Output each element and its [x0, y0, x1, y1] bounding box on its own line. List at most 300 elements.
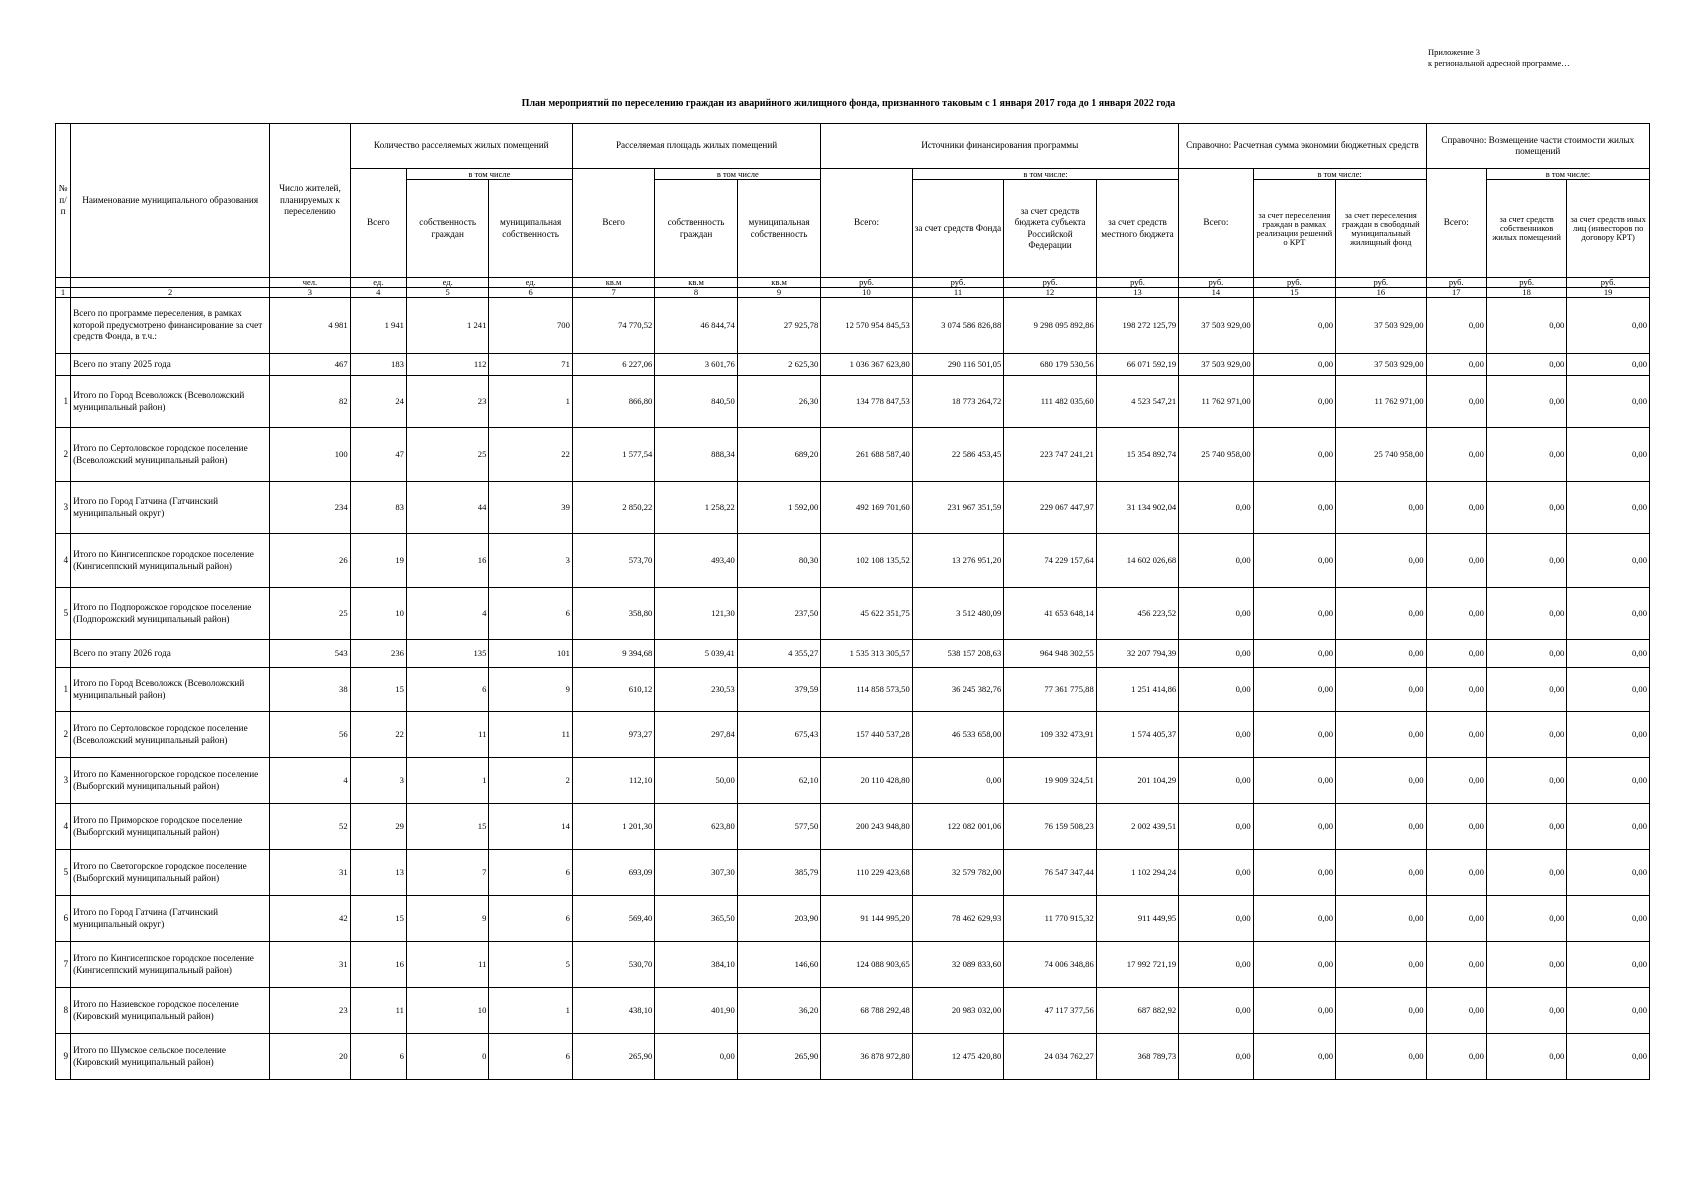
header-no: № п/п	[56, 124, 71, 278]
value-cell: 693,09	[572, 850, 654, 896]
column-number-cell: 3	[270, 288, 350, 298]
value-cell: 573,70	[572, 534, 654, 588]
value-cell: 0,00	[1336, 988, 1427, 1034]
row-number: 1	[56, 668, 71, 712]
value-cell: 74 006 348,86	[1004, 942, 1097, 988]
value-cell: 46 533 658,00	[912, 712, 1004, 758]
unit-cell: руб.	[821, 278, 913, 288]
header-fin-local: за счет средств местного бюджета	[1096, 180, 1178, 278]
value-cell: 0,00	[1486, 354, 1566, 376]
table-row	[56, 804, 1650, 850]
value-cell: 4	[270, 758, 350, 804]
row-number: 8	[56, 988, 71, 1034]
table-row	[56, 588, 1650, 640]
header-fin-fund: за счет средств Фонда	[912, 180, 1004, 278]
value-cell: 700	[489, 298, 572, 354]
municipality-name: Всего по этапу 2025 года	[71, 354, 270, 376]
value-cell: 91 144 995,20	[821, 896, 913, 942]
value-cell: 0,00	[1336, 896, 1427, 942]
value-cell: 71	[489, 354, 572, 376]
municipality-name: Итого по Кингисеппское городское поселение (Кингисеппский муниципальный район)	[71, 942, 270, 988]
value-cell: 10	[406, 988, 488, 1034]
value-cell: 0,00	[1426, 712, 1486, 758]
value-cell: 1 251 414,86	[1096, 668, 1178, 712]
value-cell: 37 503 929,00	[1179, 298, 1253, 354]
value-cell: 0,00	[1567, 942, 1650, 988]
table-row	[56, 942, 1650, 988]
column-number-cell: 15	[1253, 288, 1335, 298]
header-econ-incl: в том числе:	[1253, 169, 1426, 180]
municipality-name: Итого по Город Всеволожск (Всеволожский муниципальный район)	[71, 376, 270, 428]
value-cell: 0,00	[1567, 850, 1650, 896]
header-econ-krt: за счет переселения граждан в рамках реализации решений о КРТ	[1253, 180, 1335, 278]
header-comp-owners: за счет средств собственников жилых помещений	[1486, 180, 1566, 278]
value-cell: 134 778 847,53	[821, 376, 913, 428]
value-cell: 0,00	[1179, 668, 1253, 712]
value-cell: 1 577,54	[572, 428, 654, 482]
value-cell: 27 925,78	[737, 298, 820, 354]
row-number	[56, 298, 71, 354]
value-cell: 0,00	[1253, 668, 1335, 712]
value-cell: 157 440 537,28	[821, 712, 913, 758]
value-cell: 36 878 972,80	[821, 1034, 913, 1080]
value-cell: 3 512 480,09	[912, 588, 1004, 640]
value-cell: 0,00	[1426, 804, 1486, 850]
table-row	[56, 896, 1650, 942]
value-cell: 234	[270, 482, 350, 534]
value-cell: 0,00	[1486, 1034, 1566, 1080]
table-row	[56, 668, 1650, 712]
value-cell: 11	[406, 942, 488, 988]
row-number: 6	[56, 896, 71, 942]
value-cell: 11	[406, 712, 488, 758]
value-cell: 6 227,06	[572, 354, 654, 376]
column-number-cell: 11	[912, 288, 1004, 298]
value-cell: 0,00	[1336, 534, 1427, 588]
value-cell: 37 503 929,00	[1336, 298, 1427, 354]
value-cell: 110 229 423,68	[821, 850, 913, 896]
unit-cell: руб.	[1179, 278, 1253, 288]
value-cell: 0,00	[1486, 640, 1566, 668]
value-cell: 866,80	[572, 376, 654, 428]
value-cell: 0,00	[1179, 850, 1253, 896]
value-cell: 3 074 586 826,88	[912, 298, 1004, 354]
value-cell: 44	[406, 482, 488, 534]
document-title: План мероприятий по переселению граждан из аварийного жилищного фонда, признанного таковым с 1 января 2017 года до 1 января 2022 года	[521, 98, 1176, 109]
unit-cell: ед.	[350, 278, 406, 288]
municipality-name: Итого по Кингисеппское городское поселение (Кингисеппский муниципальный район)	[71, 534, 270, 588]
value-cell: 23	[406, 376, 488, 428]
value-cell: 32 089 833,60	[912, 942, 1004, 988]
unit-cell: кв.м	[737, 278, 820, 288]
value-cell: 231 967 351,59	[912, 482, 1004, 534]
value-cell: 74 770,52	[572, 298, 654, 354]
value-cell: 0,00	[1336, 588, 1427, 640]
header-group-financing: Источники финансирования программы	[821, 124, 1179, 169]
header-econ-total: Всего:	[1179, 169, 1253, 278]
value-cell: 11 762 971,00	[1179, 376, 1253, 428]
value-cell: 0,00	[1336, 640, 1427, 668]
value-cell: 0,00	[1567, 354, 1650, 376]
value-cell: 680 179 530,56	[1004, 354, 1097, 376]
value-cell: 112,10	[572, 758, 654, 804]
column-number-cell: 6	[489, 288, 572, 298]
table-body	[56, 298, 1650, 1080]
value-cell: 1 241	[406, 298, 488, 354]
municipality-name: Итого по Сертоловское городское поселение (Всеволожский муниципальный район)	[71, 428, 270, 482]
value-cell: 146,60	[737, 942, 820, 988]
value-cell: 26	[270, 534, 350, 588]
value-cell: 0,00	[1567, 804, 1650, 850]
value-cell: 1	[489, 376, 572, 428]
value-cell: 22	[350, 712, 406, 758]
value-cell: 840,50	[655, 376, 737, 428]
value-cell: 16	[350, 942, 406, 988]
value-cell: 100	[270, 428, 350, 482]
header-comp-investors: за счет средств иных лиц (инвесторов по договору КРТ)	[1567, 180, 1650, 278]
value-cell: 0,00	[1567, 712, 1650, 758]
value-cell: 0	[406, 1034, 488, 1080]
value-cell: 83	[350, 482, 406, 534]
value-cell: 13 276 951,20	[912, 534, 1004, 588]
row-number: 1	[56, 376, 71, 428]
value-cell: 26,30	[737, 376, 820, 428]
value-cell: 379,59	[737, 668, 820, 712]
value-cell: 492 169 701,60	[821, 482, 913, 534]
value-cell: 623,80	[655, 804, 737, 850]
value-cell: 0,00	[1253, 354, 1335, 376]
header-comp-total: Всего:	[1426, 169, 1486, 278]
value-cell: 4 355,27	[737, 640, 820, 668]
value-cell: 0,00	[1567, 534, 1650, 588]
value-cell: 229 067 447,97	[1004, 482, 1097, 534]
value-cell: 1 036 367 623,80	[821, 354, 913, 376]
value-cell: 1 535 313 305,57	[821, 640, 913, 668]
value-cell: 1 592,00	[737, 482, 820, 534]
value-cell: 4	[406, 588, 488, 640]
header-group-economy: Справочно: Расчетная сумма экономии бюджетных средств	[1179, 124, 1426, 169]
value-cell: 493,40	[655, 534, 737, 588]
column-number-cell: 19	[1567, 288, 1650, 298]
row-number: 7	[56, 942, 71, 988]
row-number: 5	[56, 588, 71, 640]
value-cell: 135	[406, 640, 488, 668]
unit-cell: руб.	[1253, 278, 1335, 288]
value-cell: 2 625,30	[737, 354, 820, 376]
value-cell: 25	[270, 588, 350, 640]
value-cell: 78 462 629,93	[912, 896, 1004, 942]
municipality-name: Итого по Приморское городское поселение (Выборгский муниципальный район)	[71, 804, 270, 850]
value-cell: 80,30	[737, 534, 820, 588]
value-cell: 384,10	[655, 942, 737, 988]
value-cell: 265,90	[572, 1034, 654, 1080]
value-cell: 25	[406, 428, 488, 482]
value-cell: 36,20	[737, 988, 820, 1034]
unit-cell: ед.	[489, 278, 572, 288]
value-cell: 14	[489, 804, 572, 850]
row-number: 5	[56, 850, 71, 896]
table-row	[56, 712, 1650, 758]
value-cell: 5 039,41	[655, 640, 737, 668]
municipality-name: Всего по программе переселения, в рамках которой предусмотрено финансирование за счет средств Фонда, в т.ч.:	[71, 298, 270, 354]
value-cell: 6	[350, 1034, 406, 1080]
value-cell: 1	[489, 988, 572, 1034]
value-cell: 973,27	[572, 712, 654, 758]
value-cell: 307,30	[655, 850, 737, 896]
table-row	[56, 534, 1650, 588]
value-cell: 9 394,68	[572, 640, 654, 668]
column-number-cell: 18	[1486, 288, 1566, 298]
unit-cell: руб.	[1486, 278, 1566, 288]
table-row	[56, 988, 1650, 1034]
column-number-cell: 14	[1179, 288, 1253, 298]
value-cell: 0,00	[1567, 668, 1650, 712]
table-row	[56, 640, 1650, 668]
value-cell: 11 770 915,32	[1004, 896, 1097, 942]
value-cell: 29	[350, 804, 406, 850]
table-row	[56, 1034, 1650, 1080]
value-cell: 0,00	[1253, 428, 1335, 482]
value-cell: 0,00	[1567, 428, 1650, 482]
unit-cell: чел.	[270, 278, 350, 288]
value-cell: 297,84	[655, 712, 737, 758]
value-cell: 0,00	[1486, 668, 1566, 712]
value-cell: 16	[406, 534, 488, 588]
value-cell: 15	[350, 896, 406, 942]
value-cell: 0,00	[1567, 640, 1650, 668]
value-cell: 0,00	[1426, 482, 1486, 534]
header-econ-free-fund: за счет переселения граждан в свободный муниципальный жилищный фонд	[1336, 180, 1427, 278]
municipality-name: Итого по Город Всеволожск (Всеволожский муниципальный район)	[71, 668, 270, 712]
value-cell: 7	[406, 850, 488, 896]
value-cell: 39	[489, 482, 572, 534]
row-number: 2	[56, 712, 71, 758]
value-cell: 456 223,52	[1096, 588, 1178, 640]
value-cell: 577,50	[737, 804, 820, 850]
value-cell: 964 948 302,55	[1004, 640, 1097, 668]
column-number-cell: 1	[56, 288, 71, 298]
value-cell: 32 207 794,39	[1096, 640, 1178, 668]
value-cell: 888,34	[655, 428, 737, 482]
unit-cell: ед.	[406, 278, 488, 288]
column-number-cell: 12	[1004, 288, 1097, 298]
value-cell: 0,00	[1426, 376, 1486, 428]
value-cell: 6	[406, 668, 488, 712]
value-cell: 223 747 241,21	[1004, 428, 1097, 482]
value-cell: 538 157 208,63	[912, 640, 1004, 668]
header-count-own: собственность граждан	[406, 180, 488, 278]
value-cell: 20	[270, 1034, 350, 1080]
appendix-line-2: к региональной адресной программе…	[1428, 58, 1570, 68]
value-cell: 24 034 762,27	[1004, 1034, 1097, 1080]
value-cell: 9 298 095 892,86	[1004, 298, 1097, 354]
column-number-cell: 10	[821, 288, 913, 298]
value-cell: 22	[489, 428, 572, 482]
value-cell: 1 102 294,24	[1096, 850, 1178, 896]
value-cell: 15	[406, 804, 488, 850]
value-cell: 261 688 587,40	[821, 428, 913, 482]
value-cell: 401,90	[655, 988, 737, 1034]
value-cell: 19 909 324,51	[1004, 758, 1097, 804]
header-area-own: собственность граждан	[655, 180, 737, 278]
value-cell: 37 503 929,00	[1336, 354, 1427, 376]
value-cell: 0,00	[1179, 588, 1253, 640]
value-cell: 0,00	[1426, 428, 1486, 482]
value-cell: 3	[489, 534, 572, 588]
value-cell: 0,00	[1567, 988, 1650, 1034]
value-cell: 31 134 902,04	[1096, 482, 1178, 534]
header-fin-incl: в том числе:	[912, 169, 1178, 180]
value-cell: 203,90	[737, 896, 820, 942]
column-number-cell: 17	[1426, 288, 1486, 298]
column-number-cell: 16	[1336, 288, 1427, 298]
value-cell: 0,00	[1179, 942, 1253, 988]
table-row	[56, 376, 1650, 428]
value-cell: 358,80	[572, 588, 654, 640]
value-cell: 365,50	[655, 896, 737, 942]
municipality-name: Всего по этапу 2026 года	[71, 640, 270, 668]
header-count-municipal: муниципальная собственность	[489, 180, 572, 278]
value-cell: 121,30	[655, 588, 737, 640]
value-cell: 0,00	[1486, 758, 1566, 804]
value-cell: 1 941	[350, 298, 406, 354]
value-cell: 0,00	[1486, 482, 1566, 534]
header-fin-total: Всего:	[821, 169, 913, 278]
value-cell: 610,12	[572, 668, 654, 712]
unit-cell: руб.	[1567, 278, 1650, 288]
value-cell: 24	[350, 376, 406, 428]
value-cell: 31	[270, 942, 350, 988]
value-cell: 13	[350, 850, 406, 896]
value-cell: 76 547 347,44	[1004, 850, 1097, 896]
value-cell: 183	[350, 354, 406, 376]
value-cell: 3	[350, 758, 406, 804]
value-cell: 0,00	[1179, 988, 1253, 1034]
unit-cell: руб.	[1004, 278, 1097, 288]
value-cell: 0,00	[1336, 942, 1427, 988]
value-cell: 0,00	[1179, 640, 1253, 668]
municipality-name: Итого по Каменногорское городское поселение (Выборгский муниципальный район)	[71, 758, 270, 804]
value-cell: 101	[489, 640, 572, 668]
value-cell: 0,00	[1426, 1034, 1486, 1080]
value-cell: 0,00	[1426, 896, 1486, 942]
units-row	[56, 278, 1650, 288]
value-cell: 20 110 428,80	[821, 758, 913, 804]
table-row	[56, 298, 1650, 354]
value-cell: 50,00	[655, 758, 737, 804]
column-number-cell: 13	[1096, 288, 1178, 298]
value-cell: 0,00	[1486, 534, 1566, 588]
value-cell: 56	[270, 712, 350, 758]
value-cell: 0,00	[1567, 758, 1650, 804]
value-cell: 10	[350, 588, 406, 640]
value-cell: 265,90	[737, 1034, 820, 1080]
value-cell: 11	[489, 712, 572, 758]
value-cell: 4 523 547,21	[1096, 376, 1178, 428]
value-cell: 12 570 954 845,53	[821, 298, 913, 354]
value-cell: 42	[270, 896, 350, 942]
value-cell: 46 844,74	[655, 298, 737, 354]
value-cell: 0,00	[1179, 534, 1253, 588]
value-cell: 0,00	[1567, 482, 1650, 534]
value-cell: 0,00	[1567, 376, 1650, 428]
value-cell: 3 601,76	[655, 354, 737, 376]
header-group-compensation: Справочно: Возмещение части стоимости жилых помещений	[1426, 124, 1649, 169]
value-cell: 14 602 026,68	[1096, 534, 1178, 588]
value-cell: 0,00	[1253, 534, 1335, 588]
value-cell: 0,00	[1486, 850, 1566, 896]
value-cell: 9	[489, 668, 572, 712]
header-area-municipal: муниципальная собственность	[737, 180, 820, 278]
value-cell: 0,00	[1426, 534, 1486, 588]
value-cell: 0,00	[1486, 804, 1566, 850]
value-cell: 0,00	[1336, 804, 1427, 850]
value-cell: 5	[489, 942, 572, 988]
column-number-cell: 8	[655, 288, 737, 298]
value-cell: 0,00	[1426, 988, 1486, 1034]
appendix-note	[1428, 47, 1688, 69]
value-cell: 0,00	[1336, 712, 1427, 758]
value-cell: 0,00	[1486, 588, 1566, 640]
row-number	[56, 640, 71, 668]
unit-cell: руб.	[1336, 278, 1427, 288]
municipality-name: Итого по Сертоловское городское поселение (Всеволожский муниципальный район)	[71, 712, 270, 758]
value-cell: 0,00	[1253, 850, 1335, 896]
value-cell: 0,00	[1253, 942, 1335, 988]
municipality-name: Итого по Город Гатчина (Гатчинский муниципальный округ)	[71, 896, 270, 942]
value-cell: 687 882,92	[1096, 988, 1178, 1034]
value-cell: 0,00	[1426, 942, 1486, 988]
column-number-cell: 2	[71, 288, 270, 298]
value-cell: 0,00	[1567, 298, 1650, 354]
header-area-total: Всего	[572, 169, 654, 278]
municipality-name: Итого по Город Гатчина (Гатчинский муниципальный округ)	[71, 482, 270, 534]
value-cell: 82	[270, 376, 350, 428]
value-cell: 230,53	[655, 668, 737, 712]
value-cell: 25 740 958,00	[1336, 428, 1427, 482]
value-cell: 543	[270, 640, 350, 668]
unit-cell: руб.	[912, 278, 1004, 288]
municipality-name: Итого по Светогорское городское поселение (Выборгский муниципальный район)	[71, 850, 270, 896]
row-number: 4	[56, 804, 71, 850]
header-count-incl: в том числе	[406, 169, 572, 180]
value-cell: 11 762 971,00	[1336, 376, 1427, 428]
column-number-cell: 5	[406, 288, 488, 298]
value-cell: 0,00	[1179, 1034, 1253, 1080]
value-cell: 0,00	[1426, 298, 1486, 354]
value-cell: 675,43	[737, 712, 820, 758]
value-cell: 438,10	[572, 988, 654, 1034]
table-row	[56, 354, 1650, 376]
value-cell: 11	[350, 988, 406, 1034]
value-cell: 45 622 351,75	[821, 588, 913, 640]
unit-cell: кв.м	[572, 278, 654, 288]
value-cell: 15	[350, 668, 406, 712]
header-fin-subject: за счет средств бюджета субъекта Российской Федерации	[1004, 180, 1097, 278]
municipality-name: Итого по Шумское сельское поселение (Кировский муниципальный район)	[71, 1034, 270, 1080]
value-cell: 0,00	[1253, 804, 1335, 850]
unit-cell-empty	[56, 278, 71, 288]
table-row	[56, 428, 1650, 482]
value-cell: 569,40	[572, 896, 654, 942]
municipality-name: Итого по Назиевское городское поселение (Кировский муниципальный район)	[71, 988, 270, 1034]
value-cell: 385,79	[737, 850, 820, 896]
row-number: 3	[56, 482, 71, 534]
value-cell: 25 740 958,00	[1179, 428, 1253, 482]
value-cell: 47 117 377,56	[1004, 988, 1097, 1034]
value-cell: 0,00	[1486, 896, 1566, 942]
unit-cell: кв.м	[655, 278, 737, 288]
